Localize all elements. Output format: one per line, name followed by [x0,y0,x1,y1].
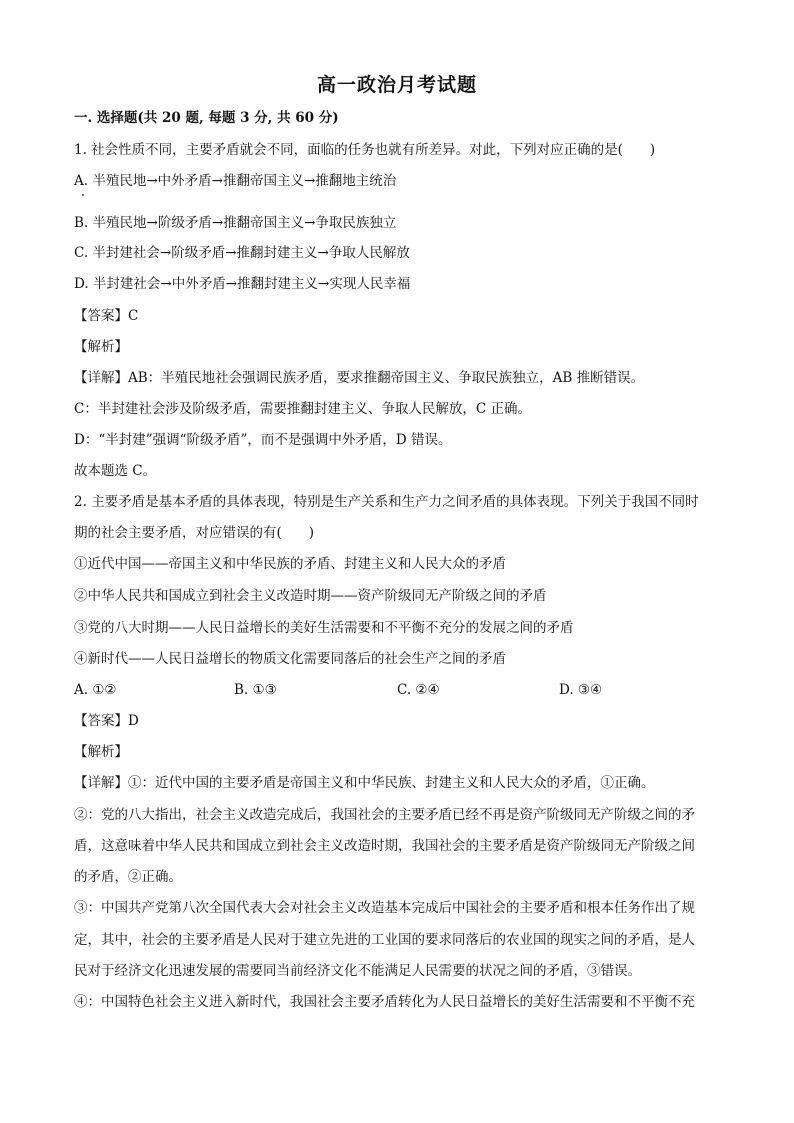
q2-analysis-label: 【解析】 [74,744,128,760]
q1-option-a: A. 半殖民地→中外矛盾→推翻帝国主义→推翻地主统治 [74,173,397,189]
q2-stem-1: 2. 主要矛盾是基本矛盾的具体表现，特别是生产关系和生产力之间矛盾的具体表现。下列关于我国不同时 [74,494,699,510]
q2-item-2: ②中华人民共和国成立到社会主义改造时期——资产阶级同无产阶级之间的矛盾 [74,588,547,604]
q2-detail-2-line-2: 盾，这意味着中华人民共和国成立到社会主义改造时期，我国社会的主要矛盾是资产阶级同无产阶级之间 [74,838,695,854]
q2-detail-3-line-3: 民对于经济文化迅速发展的需要同当前经济文化不能满足人民需要的状况之间的矛盾，③错误。 [74,963,641,979]
q2-detail-2-line-1: ②：党的八大指出，社会主义改造完成后，我国社会的主要矛盾已经不再是资产阶级同无产阶级之间的矛 [74,807,695,823]
q1-detail-2: C：半封建社会涉及阶级矛盾，需要推翻封建主义、争取人民解放，C 正确。 [74,401,531,417]
q1-conclusion: 故本题选 C。 [74,463,157,479]
q2-stem-2: 期的社会主要矛盾，对应错误的有( ) [74,525,315,541]
q2-detail-3-line-2: 定，其中，社会的主要矛盾是人民对于建立先进的工业国的要求同落后的农业国的现实之间的矛盾，是人 [74,932,695,948]
q1-option-b: B. 半殖民地→阶级矛盾→推翻帝国主义→争取民族独立 [74,215,397,231]
section-heading: 一. 选择题(共 20 题, 每题 3 分, 共 60 分) [74,110,339,126]
q1-detail-3: D：“半封建”强调“阶级矛盾”，而不是强调中外矛盾，D 错误。 [74,432,452,448]
q2-choice-c: C. ②④ [397,682,440,698]
q2-choice-d: D. ③④ [559,682,603,698]
q1-analysis-label: 【解析】 [74,339,128,355]
q2-choice-a: A. ①② [74,682,117,698]
q2-detail-1: 【详解】①：近代中国的主要矛盾是帝国主义和中华民族、封建主义和人民大众的矛盾，①正确。 [74,775,655,791]
q1-option-d: D. 半封建社会→中外矛盾→推翻封建主义→实现人民幸福 [74,276,411,292]
q2-item-3: ③党的八大时期——人民日益增长的美好生活需要和不平衡不充分的发展之间的矛盾 [74,620,574,636]
q2-choice-b: B. ①③ [234,682,277,698]
page-title: 高一政治月考试题 [316,74,477,96]
stray-mark [82,194,84,196]
q2-detail-4-line-1: ④：中国特色社会主义进入新时代，我国社会主要矛盾转化为人民日益增长的美好生活需要和不平衡不充 [74,994,695,1010]
q1-stem: 1. 社会性质不同，主要矛盾就会不同，面临的任务也就有所差异。对此，下列对应正确的是( ) [74,142,656,158]
q2-item-1: ①近代中国——帝国主义和中华民族的矛盾、封建主义和人民大众的矛盾 [74,556,506,572]
q1-answer: 【答案】C [74,308,139,324]
q1-detail-1: 【详解】AB：半殖民地社会强调民族矛盾，要求推翻帝国主义、争取民族独立，AB 推断错误。 [74,370,645,386]
q1-option-c: C. 半封建社会→阶级矛盾→推翻封建主义→争取人民解放 [74,245,410,261]
q2-detail-3-line-1: ③：中国共产党第八次全国代表大会对社会主义改造基本完成后中国社会的主要矛盾和根本任务作出了规 [74,900,695,916]
q2-detail-2-line-3: 的矛盾，②正确。 [74,869,182,885]
q2-item-4: ④新时代——人民日益增长的物质文化需要同落后的社会生产之间的矛盾 [74,651,506,667]
q2-answer: 【答案】D [74,713,139,729]
